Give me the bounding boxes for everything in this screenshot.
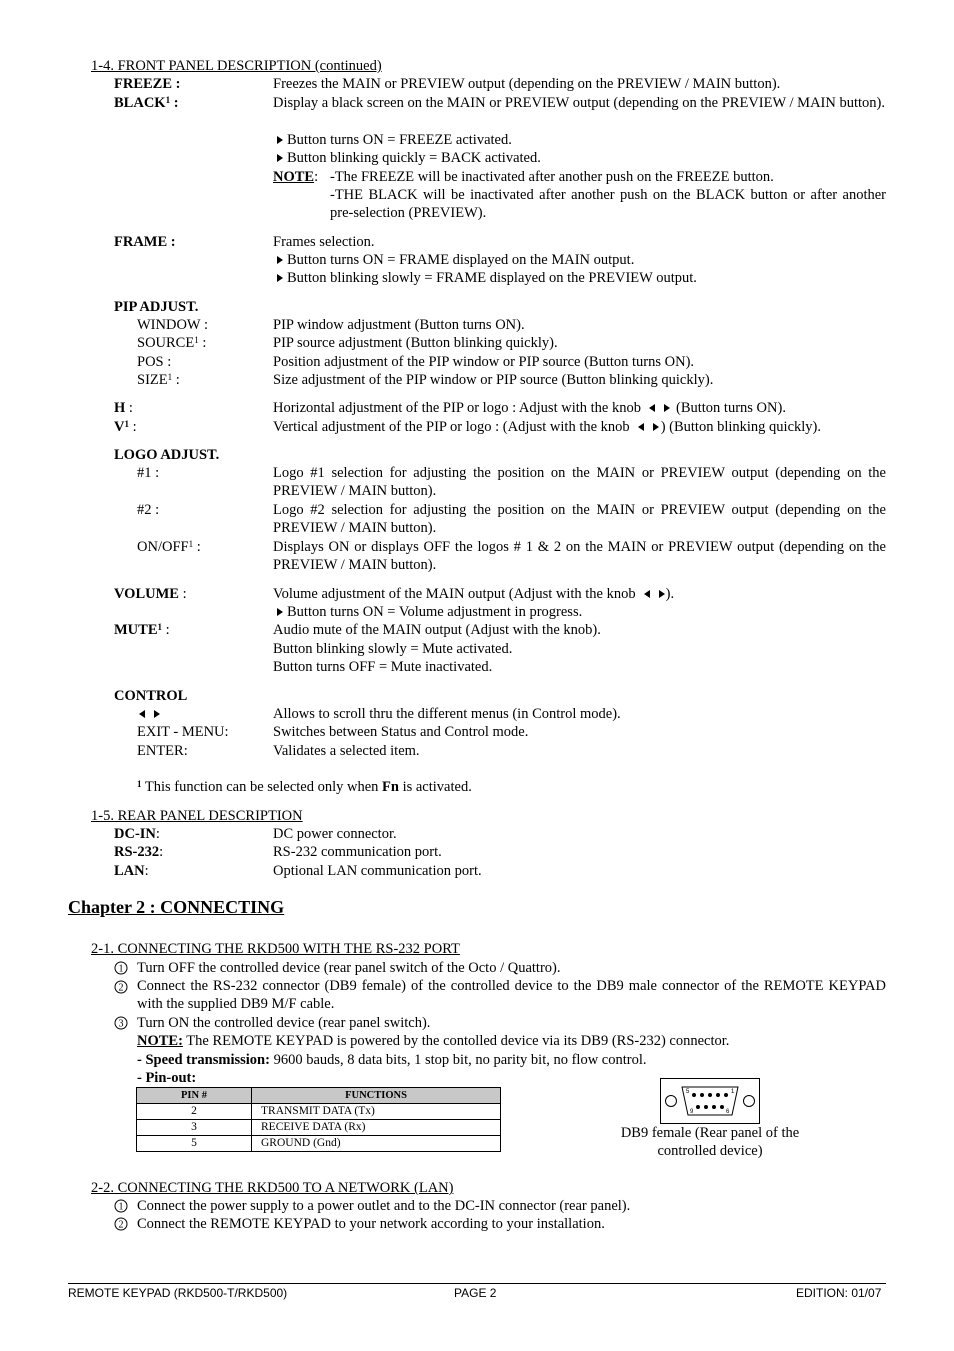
control-enter-desc: Validates a selected item.: [273, 743, 420, 759]
table-row: [137, 1136, 501, 1152]
step-number-3-text: 3: [118, 1018, 124, 1030]
black-bullet-2: Button blinking quickly = BACK activated.: [273, 149, 886, 167]
rs232-step-3: Turn ON the controlled device (rear panel switch).: [137, 1015, 431, 1031]
black-label: BLACK$^1$ :: [114, 95, 179, 111]
pip-adjust-label: PIP ADJUST.: [114, 299, 199, 315]
control-enter-label: ENTER:: [137, 743, 188, 759]
control-exit-desc: Switches between Status and Control mode.: [273, 724, 529, 740]
v-label: $V^1$ :: [114, 419, 137, 435]
function-cell: GROUND (Gnd): [252, 1136, 501, 1152]
pip-window-desc: PIP window adjustment (Button turns ON).: [273, 317, 525, 333]
arrow-left-icon: [638, 423, 644, 431]
frame-bullet-2: Button blinking slowly = FRAME displayed on the PREVIEW output.: [273, 269, 886, 287]
pip-size-desc: Size adjustment of the PIP window or PIP source (Button blinking quickly).: [273, 372, 714, 388]
mute-line-2: Button blinking slowly = Mute activated.: [273, 641, 513, 657]
pin-cell: 5: [137, 1136, 252, 1152]
rs232-label: RS-232:: [114, 844, 164, 860]
control-arrows-desc: Allows to scroll thru the different menus (in Control mode).: [273, 706, 621, 722]
h-desc: Horizontal adjustment of the PIP or logo : Adjust with the knob (Button turns ON).: [273, 400, 786, 416]
footer-edition: EDITION: 01/07: [796, 1286, 882, 1300]
pip-pos-label: POS :: [137, 354, 172, 370]
table-header-row: [137, 1088, 501, 1104]
step-number-1-icon: [114, 1199, 128, 1213]
rs232-desc: RS-232 communication port.: [273, 844, 442, 860]
step-number-3-icon: [114, 1016, 128, 1030]
volume-label: VOLUME :: [114, 586, 187, 602]
lan-step-2: Connect the REMOTE KEYPAD to your network according to your installation.: [137, 1216, 605, 1232]
freeze-desc: Freezes the MAIN or PREVIEW output (depending on the PREVIEW / MAIN button).: [273, 76, 781, 92]
arrow-right-icon: [659, 590, 665, 598]
volume-bullet-1: Button turns ON = Volume adjustment in progress.: [273, 603, 886, 621]
rs232-note: NOTE: The REMOTE KEYPAD is powered by the contolled device via its DB9 (RS-232) connector.: [137, 1033, 730, 1049]
step-number-2-text: 2: [118, 1219, 124, 1231]
footer-page: PAGE 2: [454, 1286, 497, 1300]
mute-desc: Audio mute of the MAIN output (Adjust with the knob).: [273, 622, 601, 638]
lan-label: LAN:: [114, 863, 149, 879]
volume-desc: Volume adjustment of the MAIN output (Adjust with the knob ).: [273, 586, 675, 602]
db9-pin-label: 1: [731, 1089, 735, 1095]
footer-left: REMOTE KEYPAD (RKD500-T/RKD500): [68, 1286, 288, 1300]
frame-bullet-1: Button turns ON = FRAME displayed on the MAIN output.: [273, 251, 886, 269]
step-number-2-text: 2: [118, 982, 124, 994]
pip-source-label: SOURCE$^1$ :: [137, 335, 207, 351]
arrow-right-icon: [277, 154, 283, 162]
control-arrows: [137, 705, 165, 723]
logo2-label: #2 :: [137, 502, 160, 518]
pinout-table: [136, 1087, 501, 1152]
db9-caption: DB9 female (Rear panel of the controlled device): [620, 1125, 800, 1160]
step-number-2-icon: [114, 980, 128, 994]
onoff-desc: Displays ON or displays OFF the logos # 1 & 2 on the MAIN or PREVIEW output (depending on the PREVIEW / MAIN button).: [273, 539, 886, 574]
arrow-right-icon: [277, 136, 283, 144]
header-functions: FUNCTIONS: [252, 1088, 501, 1104]
dcin-label: DC-IN:: [114, 826, 160, 842]
step-number-2-icon: [114, 1217, 128, 1231]
section-title-1-4: 1-4. FRONT PANEL DESCRIPTION (continued): [91, 58, 382, 74]
onoff-label: ON/OFF$^1$ :: [137, 539, 201, 555]
arrow-right-icon: [154, 710, 160, 718]
frame-desc: Frames selection.: [273, 234, 375, 250]
chapter-title: Chapter 2 : CONNECTING: [68, 897, 285, 917]
arrow-left-icon: [139, 710, 145, 718]
section-title-1-5: 1-5. REAR PANEL DESCRIPTION: [91, 808, 303, 824]
step-number-1-text: 1: [118, 1201, 124, 1213]
db9-pin-label: 5: [686, 1089, 690, 1095]
note-line-1: -The FREEZE will be inactivated after another push on the FREEZE button.: [330, 169, 774, 185]
step-number-1-icon: [114, 961, 128, 975]
mute-line-3: Button turns OFF = Mute inactivated.: [273, 659, 493, 675]
h-label: H :: [114, 400, 133, 416]
db9-pin-label: 6: [726, 1109, 730, 1115]
db9-pin-label: 9: [690, 1109, 694, 1115]
control-exit-label: EXIT - MENU:: [137, 724, 229, 740]
pin-cell: 3: [137, 1120, 252, 1136]
table-row: [137, 1120, 501, 1136]
pin-cell: 2: [137, 1104, 252, 1120]
black-desc: Display a black screen on the MAIN or PREVIEW output (depending on the PREVIEW / MAIN button).: [273, 95, 885, 111]
section-title-2-2: 2-2. CONNECTING THE RKD500 TO A NETWORK (LAN): [91, 1180, 454, 1196]
freeze-label: FREEZE :: [114, 76, 181, 92]
speed-transmission: - Speed transmission: 9600 bauds, 8 data bits, 1 stop bit, no parity bit, no flow control.: [137, 1052, 647, 1068]
v-desc: Vertical adjustment of the PIP or logo : (Adjust with the knob ) (Button blinking quickly).: [273, 419, 821, 435]
function-cell: TRANSMIT DATA (Tx): [252, 1104, 501, 1120]
step-number-1-text: 1: [118, 963, 124, 975]
rs232-step-2: Connect the RS-232 connector (DB9 female) of the controlled device to the DB9 male connector of the REMOTE KEYPAD with the supplied DB9 M/F cable.: [137, 978, 886, 1013]
arrow-right-icon: [664, 404, 670, 412]
note-label: NOTE:: [273, 169, 319, 185]
dcin-desc: DC power connector.: [273, 826, 397, 842]
lan-step-1: Connect the power supply to a power outlet and to the DC-IN connector (rear panel).: [137, 1198, 631, 1214]
db9-connector-icon: [660, 1078, 760, 1129]
note-line-2: -THE BLACK will be inactivated after another push on the BLACK button or after another pre-selection (PREVIEW).: [330, 187, 886, 222]
footnote: $^1$ This function can be selected only when Fn is activated.: [137, 779, 472, 795]
arrow-left-icon: [649, 404, 655, 412]
control-label: CONTROL: [114, 688, 188, 704]
arrow-right-icon: [277, 608, 283, 616]
lan-desc: Optional LAN communication port.: [273, 863, 482, 879]
pip-window-label: WINDOW :: [137, 317, 209, 333]
section-title-2-1: 2-1. CONNECTING THE RKD500 WITH THE RS-232 PORT: [91, 941, 460, 957]
pinout-label: - Pin-out:: [137, 1070, 197, 1086]
pip-pos-desc: Position adjustment of the PIP window or PIP source (Button turns ON).: [273, 354, 695, 370]
mute-label: MUTE$^1$ :: [114, 622, 170, 638]
table-row: [137, 1104, 501, 1120]
logo1-desc: Logo #1 selection for adjusting the position on the MAIN or PREVIEW output (depending on the PREVIEW / MAIN button).: [273, 465, 886, 500]
arrow-left-icon: [644, 590, 650, 598]
arrow-right-icon: [653, 423, 659, 431]
frame-label: FRAME :: [114, 234, 176, 250]
black-bullet-1: Button turns ON = FREEZE activated.: [273, 131, 886, 149]
pip-source-desc: PIP source adjustment (Button blinking quickly).: [273, 335, 558, 351]
rs232-step-1: Turn OFF the controlled device (rear panel switch of the Octo / Quattro).: [137, 960, 561, 976]
function-cell: RECEIVE DATA (Rx): [252, 1120, 501, 1136]
logo1-label: #1 :: [137, 465, 160, 481]
arrow-right-icon: [277, 274, 283, 282]
arrow-right-icon: [277, 256, 283, 264]
pip-size-label: SIZE$^1$ :: [137, 372, 180, 388]
logo2-desc: Logo #2 selection for adjusting the position on the MAIN or PREVIEW output (depending on the PREVIEW / MAIN button).: [273, 502, 886, 537]
header-pin: PIN #: [137, 1088, 252, 1104]
logo-adjust-label: LOGO ADJUST.: [114, 447, 220, 463]
